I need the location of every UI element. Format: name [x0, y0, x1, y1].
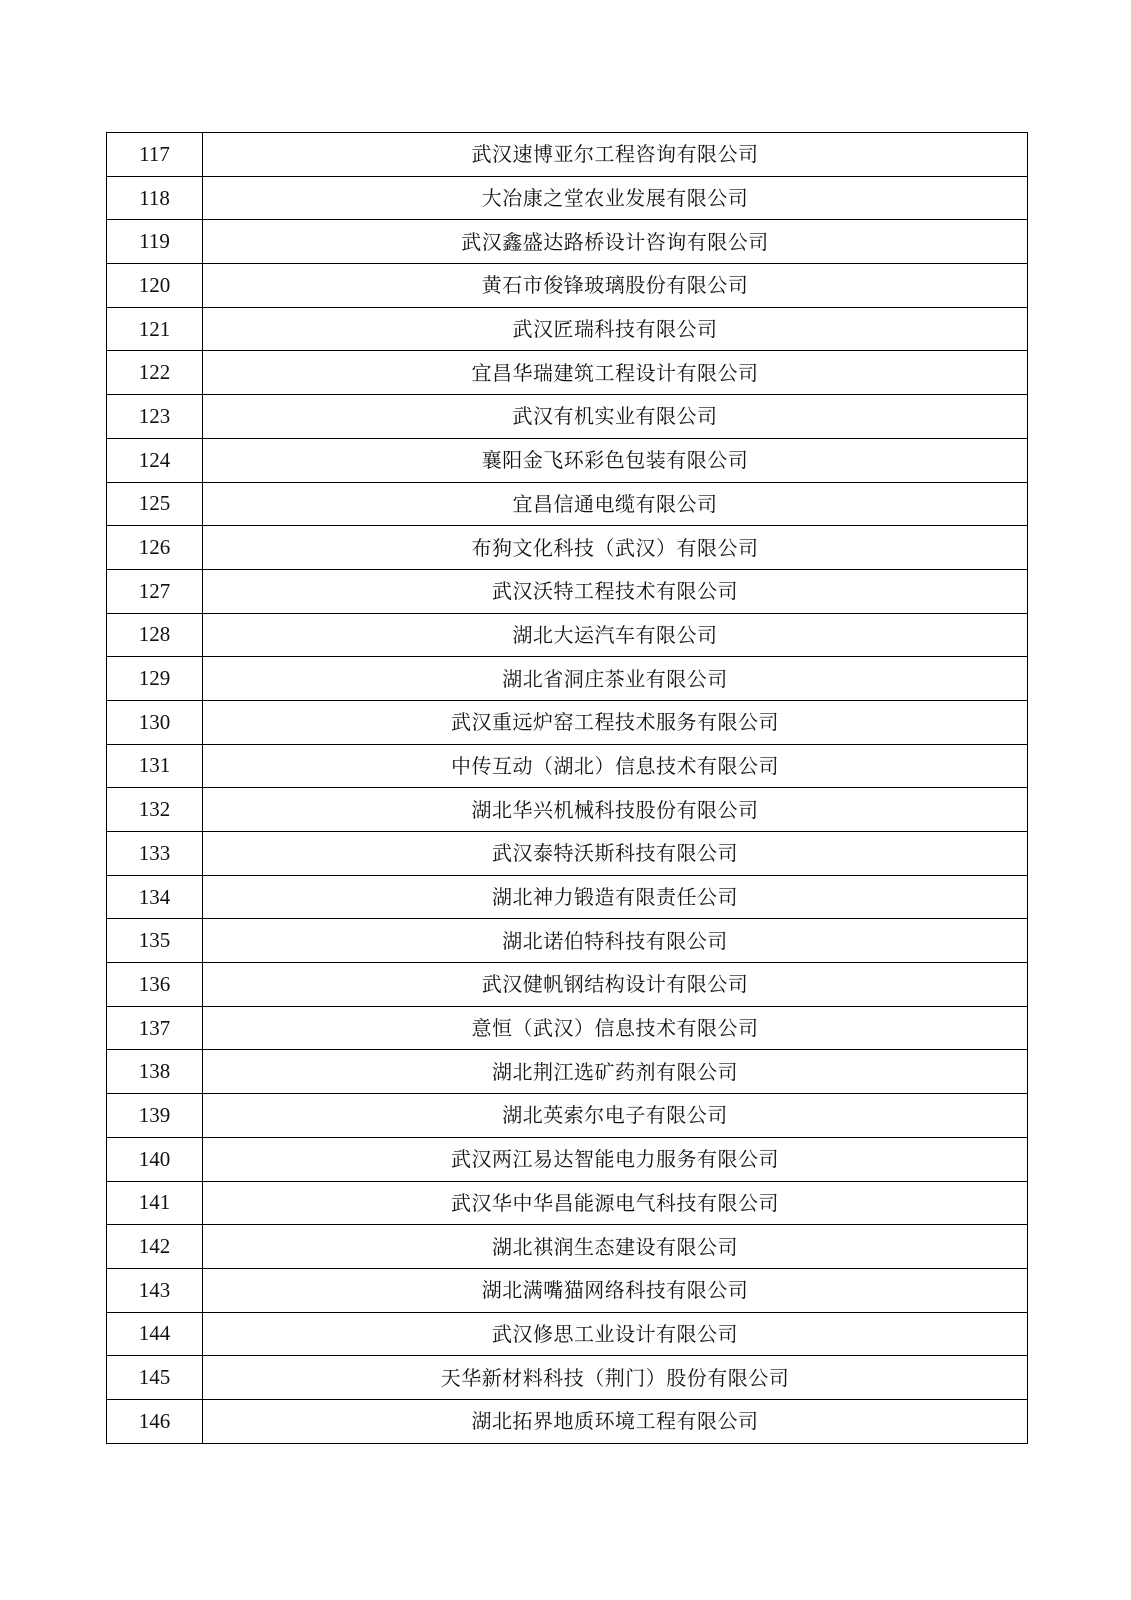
- row-number: 146: [107, 1399, 203, 1443]
- table-row: [107, 832, 1028, 876]
- company-name: 宜昌华瑞建筑工程设计有限公司: [203, 351, 1028, 395]
- table-row: [107, 1006, 1028, 1050]
- company-name: 武汉鑫盛达路桥设计咨询有限公司: [203, 220, 1028, 264]
- row-number: 124: [107, 438, 203, 482]
- company-name: 武汉沃特工程技术有限公司: [203, 569, 1028, 613]
- table-row: [107, 395, 1028, 439]
- table-body: [107, 133, 1028, 1444]
- row-number: 123: [107, 395, 203, 439]
- table-row: [107, 133, 1028, 177]
- company-name: 黄石市俊锋玻璃股份有限公司: [203, 264, 1028, 308]
- company-name: 武汉重远炉窑工程技术服务有限公司: [203, 700, 1028, 744]
- row-number: 128: [107, 613, 203, 657]
- company-name: 湖北省洞庄茶业有限公司: [203, 657, 1028, 701]
- row-number: 143: [107, 1268, 203, 1312]
- table-row: [107, 526, 1028, 570]
- table-row: [107, 1050, 1028, 1094]
- company-name: 湖北拓界地质环境工程有限公司: [203, 1399, 1028, 1443]
- company-name: 襄阳金飞环彩色包装有限公司: [203, 438, 1028, 482]
- company-name: 湖北神力锻造有限责任公司: [203, 875, 1028, 919]
- company-name: 中传互动（湖北）信息技术有限公司: [203, 744, 1028, 788]
- table-row: [107, 482, 1028, 526]
- table-row: [107, 438, 1028, 482]
- row-number: 133: [107, 832, 203, 876]
- row-number: 141: [107, 1181, 203, 1225]
- row-number: 122: [107, 351, 203, 395]
- row-number: 129: [107, 657, 203, 701]
- table-row: [107, 569, 1028, 613]
- table-row: [107, 1137, 1028, 1181]
- table-row: [107, 1399, 1028, 1443]
- table-row: [107, 788, 1028, 832]
- row-number: 134: [107, 875, 203, 919]
- table-row: [107, 176, 1028, 220]
- company-name: 大冶康之堂农业发展有限公司: [203, 176, 1028, 220]
- table-row: [107, 700, 1028, 744]
- row-number: 135: [107, 919, 203, 963]
- row-number: 119: [107, 220, 203, 264]
- row-number: 130: [107, 700, 203, 744]
- row-number: 118: [107, 176, 203, 220]
- table-row: [107, 875, 1028, 919]
- company-name: 天华新材料科技（荆门）股份有限公司: [203, 1356, 1028, 1400]
- company-name: 武汉有机实业有限公司: [203, 395, 1028, 439]
- company-name: 宜昌信通电缆有限公司: [203, 482, 1028, 526]
- row-number: 142: [107, 1225, 203, 1269]
- table-row: [107, 963, 1028, 1007]
- company-name: 湖北英索尔电子有限公司: [203, 1094, 1028, 1138]
- table-row: [107, 919, 1028, 963]
- company-name: 武汉匠瑞科技有限公司: [203, 307, 1028, 351]
- company-name: 湖北祺润生态建设有限公司: [203, 1225, 1028, 1269]
- table-row: [107, 1356, 1028, 1400]
- row-number: 125: [107, 482, 203, 526]
- row-number: 131: [107, 744, 203, 788]
- company-name: 湖北大运汽车有限公司: [203, 613, 1028, 657]
- table-row: [107, 1094, 1028, 1138]
- company-name: 武汉华中华昌能源电气科技有限公司: [203, 1181, 1028, 1225]
- table-row: [107, 264, 1028, 308]
- table-row: [107, 744, 1028, 788]
- company-name: 湖北满嘴猫网络科技有限公司: [203, 1268, 1028, 1312]
- company-name: 意恒（武汉）信息技术有限公司: [203, 1006, 1028, 1050]
- table-row: [107, 657, 1028, 701]
- row-number: 120: [107, 264, 203, 308]
- company-list-table: [106, 132, 1028, 1444]
- table-row: [107, 220, 1028, 264]
- row-number: 137: [107, 1006, 203, 1050]
- table-row: [107, 351, 1028, 395]
- company-name: 湖北华兴机械科技股份有限公司: [203, 788, 1028, 832]
- row-number: 136: [107, 963, 203, 1007]
- row-number: 132: [107, 788, 203, 832]
- table-row: [107, 1268, 1028, 1312]
- row-number: 126: [107, 526, 203, 570]
- table-row: [107, 613, 1028, 657]
- table-row: [107, 1312, 1028, 1356]
- row-number: 138: [107, 1050, 203, 1094]
- row-number: 121: [107, 307, 203, 351]
- table-row: [107, 1181, 1028, 1225]
- company-name: 布狗文化科技（武汉）有限公司: [203, 526, 1028, 570]
- company-name: 湖北荆江选矿药剂有限公司: [203, 1050, 1028, 1094]
- company-name: 武汉修思工业设计有限公司: [203, 1312, 1028, 1356]
- company-name: 武汉速博亚尔工程咨询有限公司: [203, 133, 1028, 177]
- row-number: 145: [107, 1356, 203, 1400]
- row-number: 140: [107, 1137, 203, 1181]
- table-row: [107, 307, 1028, 351]
- company-name: 武汉两江易达智能电力服务有限公司: [203, 1137, 1028, 1181]
- row-number: 139: [107, 1094, 203, 1138]
- company-name: 武汉泰特沃斯科技有限公司: [203, 832, 1028, 876]
- company-name: 湖北诺伯特科技有限公司: [203, 919, 1028, 963]
- table-row: [107, 1225, 1028, 1269]
- row-number: 127: [107, 569, 203, 613]
- company-name: 武汉健帆钢结构设计有限公司: [203, 963, 1028, 1007]
- row-number: 144: [107, 1312, 203, 1356]
- row-number: 117: [107, 133, 203, 177]
